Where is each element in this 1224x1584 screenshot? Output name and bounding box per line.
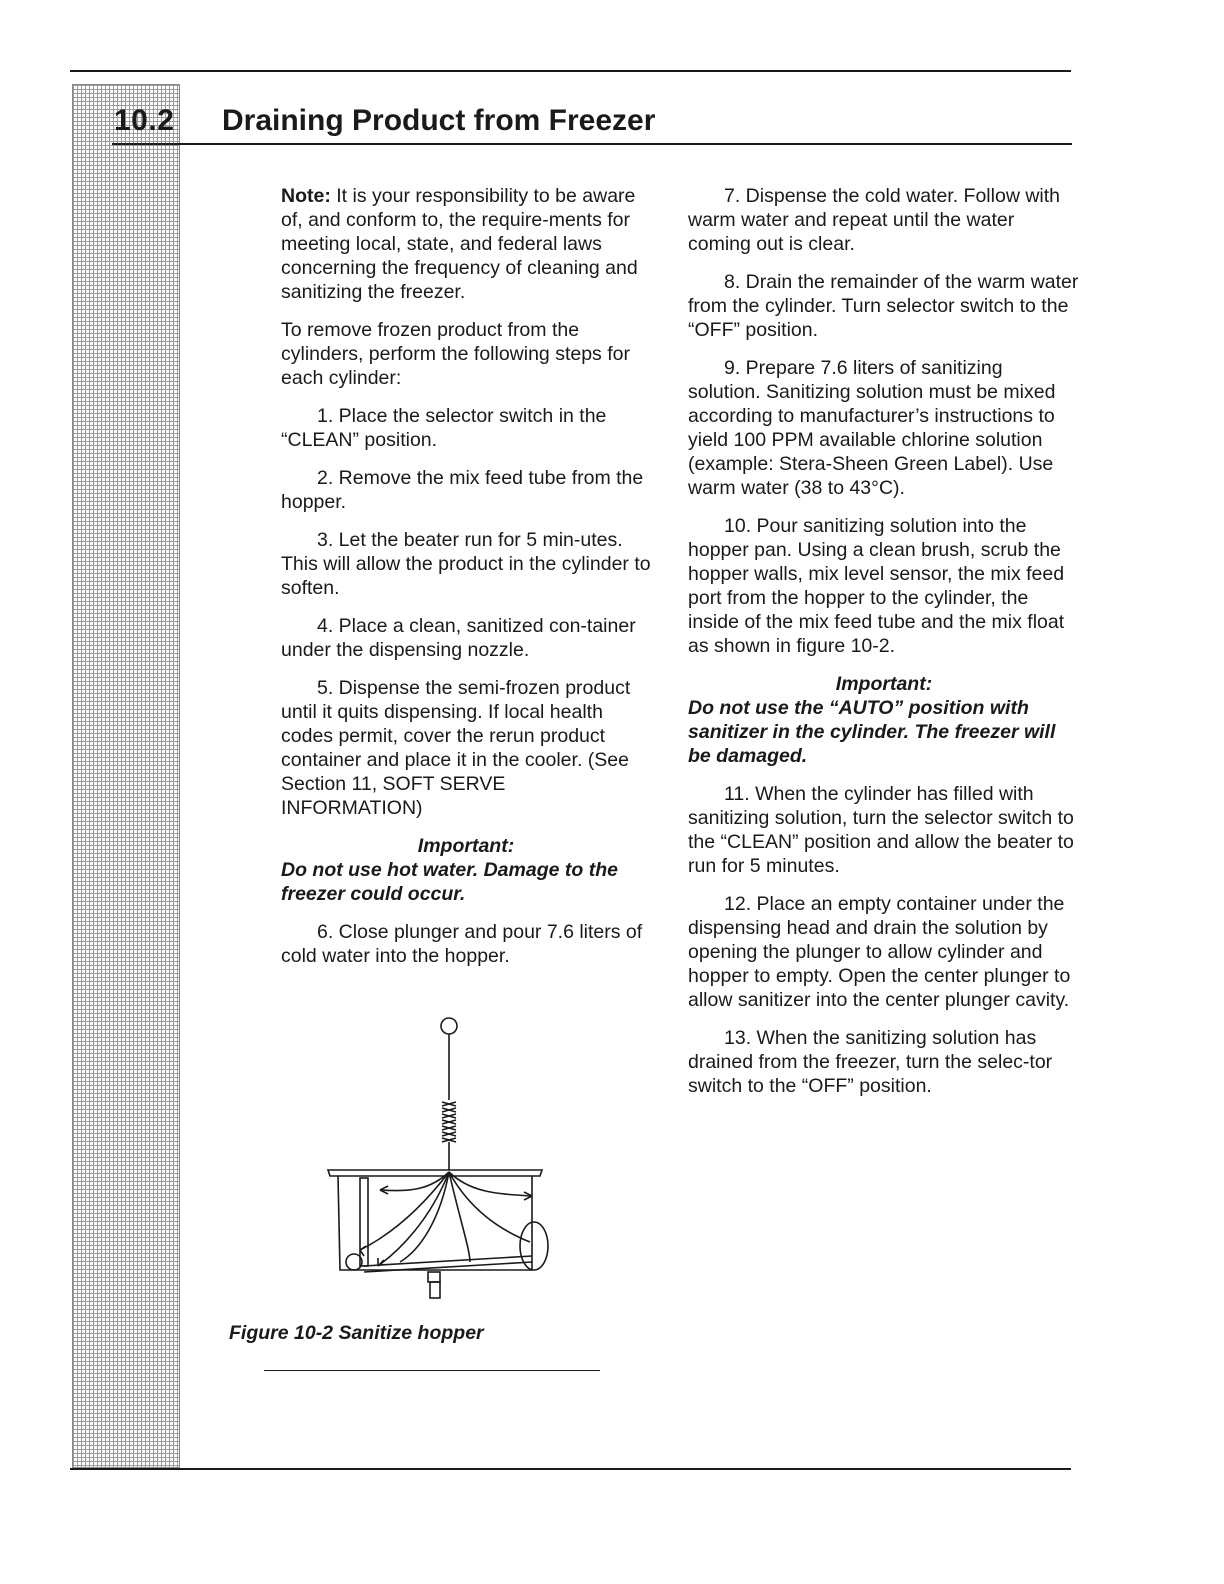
step-2: 2. Remove the mix feed tube from the hopper. (281, 467, 644, 513)
note-paragraph (281, 184, 651, 304)
hopper-outline-icon (328, 1170, 548, 1298)
note-text: It is your responsibility to be aware of, and conform to, the require-ments for meeting local, state, and federal laws concerning the frequency of cleaning and sanitizing the freezer. (281, 185, 638, 303)
step-11: 11. When the cylinder has filled with sanitizing solution, turn the selector switch to the “CLEAN” position and allow the beater to run for 5 minutes. (688, 783, 1074, 877)
important-heading: Important: (417, 835, 515, 857)
section-number: 10.2 (114, 104, 175, 137)
step-3: 3. Let the beater run for 5 min-utes. This will allow the product in the cylinder to soften. (281, 529, 651, 599)
title-underline (112, 143, 1072, 145)
figure-caption: Figure 10-2 Sanitize hopper (229, 1322, 484, 1344)
note-label: Note: (281, 185, 331, 207)
bottom-rule (70, 1468, 1071, 1470)
grid-margin-bar (72, 84, 180, 1468)
step-13: 13. When the sanitizing solution has drained from the freezer, turn the selec-tor switch to the “OFF” position. (688, 1027, 1053, 1097)
section-title: Draining Product from Freezer (222, 104, 656, 137)
step-4: 4. Place a clean, sanitized con-tainer under the dispensing nozzle. (281, 615, 636, 661)
step-6: 6. Close plunger and pour 7.6 liters of cold water into the hopper. (281, 921, 643, 967)
step-7: 7. Dispense the cold water. Follow with warm water and repeat until the water coming out is clear. (688, 185, 1060, 255)
cleaning-arrows-icon (360, 1172, 532, 1266)
step-1: 1. Place the selector switch in the “CLEAN” position. (281, 405, 607, 451)
important-warning: Do not use hot water. Damage to the freezer could occur. (281, 859, 618, 905)
right-column (688, 184, 1080, 1112)
hopper-brush-illustration (320, 1010, 560, 1302)
brush-bristles-icon (442, 1102, 456, 1142)
step-9: 9. Prepare 7.6 liters of sanitizing solution. Sanitizing solution must be mixed according to manufacturer’s instructions to yield 100 PPM available chlorine solution (example: Stera-Sheen Green Label). Use warm water (38 to 43°C). (688, 357, 1056, 499)
intro-paragraph: To remove frozen product from the cylinders, perform the following steps for each cylinder: (281, 319, 630, 389)
top-rule (70, 70, 1071, 72)
step-10: 10. Pour sanitizing solution into the hopper pan. Using a clean brush, scrub the hopper walls, mix level sensor, the mix feed port from the hopper to the cylinder, the inside of the mix feed tube and the mix float as shown in figure 10-2. (688, 515, 1065, 657)
step-8: 8. Drain the remainder of the warm water from the cylinder. Turn selector switch to the “OFF” position. (688, 271, 1079, 341)
important-heading-right: Important: (835, 673, 933, 695)
brush-handle-ring-icon (441, 1018, 457, 1034)
step-12: 12. Place an empty container under the dispensing head and drain the solution by opening the plunger to allow cylinder and hopper to empty. Open the center plunger to allow sanitizer into the center plunger cavity. (688, 893, 1071, 1011)
left-column (281, 184, 651, 982)
important-warning-right: Do not use the “AUTO” position with sanitizer in the cylinder. The freezer will be damaged. (688, 697, 1056, 767)
step-5: 5. Dispense the semi-frozen product until it quits dispensing. If local health codes permit, cover the rerun product container and place it in the cooler. (See Section 11, SOFT SERVE INFORMATION) (281, 677, 631, 819)
caption-rule (264, 1370, 600, 1371)
